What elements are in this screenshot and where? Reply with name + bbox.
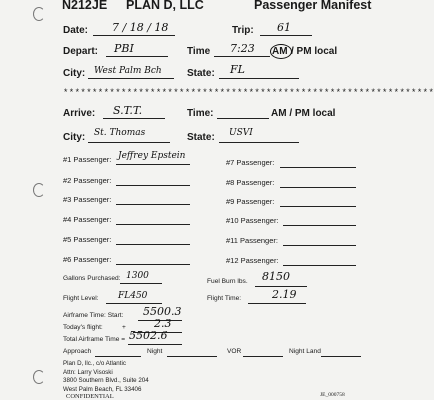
todays-flight-value[interactable]: 2.3	[154, 317, 172, 330]
depart-am: AM	[272, 46, 288, 57]
address-line-4: West Palm Beach, FL 33406	[63, 385, 142, 393]
binder-hole-icon	[33, 183, 45, 197]
passenger-7-label: #7 Passenger:	[226, 158, 275, 167]
gallons-label: Gallons Purchased:	[63, 275, 121, 282]
plus-sign: +	[122, 324, 126, 331]
passenger-9-label: #9 Passenger:	[226, 197, 275, 206]
depart-time-label: Time	[187, 46, 211, 57]
arrive-ampm: AM / PM local	[271, 108, 336, 119]
fuel-burn-label: Fuel Burn lbs.	[207, 278, 248, 285]
arrive-time-label: Time:	[187, 108, 214, 119]
arrive-city-label: City:	[63, 132, 86, 143]
arrive-city-value[interactable]: St. Thomas	[94, 128, 146, 138]
date-label: Date:	[63, 25, 89, 36]
form-title: Passenger Manifest	[254, 0, 372, 12]
depart-city-value[interactable]: West Palm Bch	[94, 66, 162, 76]
trip-value[interactable]: 61	[277, 21, 291, 34]
total-airframe-label: Total Airframe Time =	[63, 336, 126, 343]
tail-number: N212JE	[62, 0, 108, 12]
depart-state-label: State:	[187, 68, 215, 79]
address-line-1: Plan D, llc., c/o Atlantic	[63, 360, 126, 367]
gallons-value[interactable]: 1300	[126, 271, 149, 281]
depart-label: Depart:	[63, 46, 99, 57]
night-land-label: Night Land	[289, 348, 321, 355]
night-label: Night	[147, 348, 163, 355]
vor-label: VOR	[227, 348, 242, 355]
trip-label: Trip:	[232, 25, 254, 36]
section-separator: ****************************************************************	[63, 88, 434, 98]
binder-hole-icon	[33, 370, 45, 384]
address-line-3: 3800 Southern Blvd., Suite 204	[63, 377, 149, 385]
passenger-10-label: #10 Passenger:	[226, 216, 279, 225]
depart-state-value[interactable]: FL	[230, 63, 245, 76]
flight-level-label: Flight Level:	[63, 295, 99, 302]
passenger-11-label: #11 Passenger:	[226, 236, 278, 245]
passenger-1-label: #1 Passenger:	[63, 155, 112, 164]
depart-city-label: City:	[63, 68, 86, 79]
arrive-label: Arrive:	[63, 108, 96, 119]
depart-pm-local: / PM local	[291, 46, 338, 57]
depart-time-value[interactable]: 7:23	[230, 42, 255, 55]
arrive-state-label: State:	[187, 132, 215, 143]
arrive-value[interactable]: S.T.T.	[113, 104, 143, 117]
passenger-2-label: #2 Passenger:	[63, 176, 112, 185]
fuel-burn-value[interactable]: 8150	[262, 270, 290, 283]
flight-time-label: Flight Time:	[207, 295, 242, 302]
passenger-1-value[interactable]: Jeffrey Epstein	[118, 151, 186, 161]
total-airframe-value[interactable]: 5502.6	[129, 329, 168, 342]
todays-flight-label: Today's flight:	[63, 324, 103, 331]
passenger-12-label: #12 Passenger:	[226, 256, 279, 265]
approach-label: Approach	[63, 348, 92, 355]
passenger-4-label: #4 Passenger:	[63, 215, 112, 224]
address-block	[63, 360, 149, 394]
airframe-start-label: Airframe Time: Start:	[63, 312, 124, 319]
date-value[interactable]: 7 / 18 / 18	[112, 21, 169, 34]
arrive-state-value[interactable]: USVI	[229, 128, 253, 138]
passenger-6-label: #6 Passenger:	[63, 255, 112, 264]
confidential-stamp: CONFIDENTIAL	[66, 393, 114, 400]
bates-number: JE_000758	[320, 392, 345, 398]
passenger-5-label: #5 Passenger:	[63, 235, 112, 244]
company-name: PLAN D, LLC	[126, 0, 204, 12]
airframe-start-value[interactable]: 5500.3	[143, 305, 182, 318]
flight-level-value[interactable]: FL450	[118, 291, 148, 301]
depart-value[interactable]: PBI	[114, 42, 134, 55]
address-line-2: Attn: Larry Visoski	[63, 368, 113, 376]
binder-hole-icon	[33, 7, 45, 21]
flight-time-value[interactable]: 2.19	[272, 288, 297, 301]
passenger-3-label: #3 Passenger:	[63, 195, 112, 204]
passenger-8-label: #8 Passenger:	[226, 178, 275, 187]
